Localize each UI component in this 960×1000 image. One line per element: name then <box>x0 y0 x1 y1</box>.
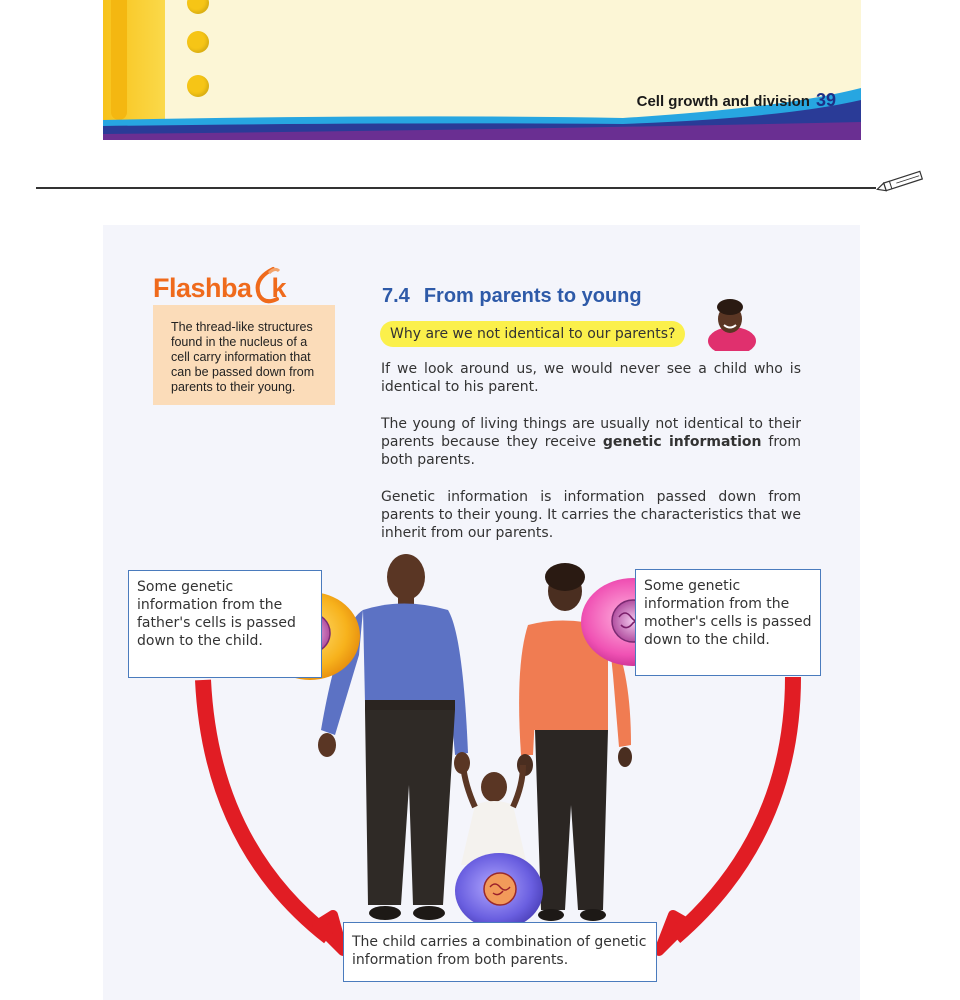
running-footer <box>637 90 836 111</box>
flashback-title-start: Flashba <box>153 273 252 303</box>
flashback-panel <box>153 273 338 405</box>
child-callout: The child carries a combination of genetic information from both parents. <box>343 922 657 982</box>
flashback-arrow-icon <box>249 265 283 305</box>
mother-callout: Some genetic information from the mother's cells is passed down to the child. <box>635 569 821 676</box>
child-cell-icon <box>455 853 543 929</box>
previous-page-fragment <box>103 0 861 140</box>
father-arrow <box>203 680 343 951</box>
paragraph-1: If we look around us, we would never see a child who is identical to his parent. <box>381 361 801 395</box>
girl-avatar-icon <box>708 297 760 351</box>
running-title: Cell growth and division <box>636 93 810 110</box>
father-callout: Some genetic information from the father's cells is passed down to the child. <box>128 570 322 678</box>
page-divider-line <box>36 187 876 189</box>
paragraph-2-end: from both parents. <box>381 434 801 468</box>
decorative-dot <box>187 31 209 53</box>
mother-arrow <box>659 677 793 951</box>
section-heading <box>382 285 642 308</box>
decorative-dot <box>187 0 209 14</box>
paragraph-2 <box>381 415 801 469</box>
page-number: 39 <box>815 90 836 110</box>
flashback-title-end: k <box>271 273 287 303</box>
flashback-text: The thread-like structures found in the nucleus of a cell carry information that can be passed down from parents to their young. <box>153 305 335 405</box>
textbook-page <box>103 225 860 1000</box>
key-term: genetic information <box>602 434 762 450</box>
flashback-title <box>153 273 338 305</box>
pencil-icon <box>876 168 930 194</box>
section-title: From parents to young <box>423 285 642 307</box>
guiding-question: Why are we not identical to our parents? <box>380 321 685 347</box>
paragraph-3: Genetic information is information passed down from parents to their young. It carries the characteristics that we inherit from our parents. <box>381 489 801 541</box>
paragraph-2-start: The young of living things are usually not identical to their parents because they receive <box>381 416 801 450</box>
section-number: 7.4 <box>382 285 410 307</box>
